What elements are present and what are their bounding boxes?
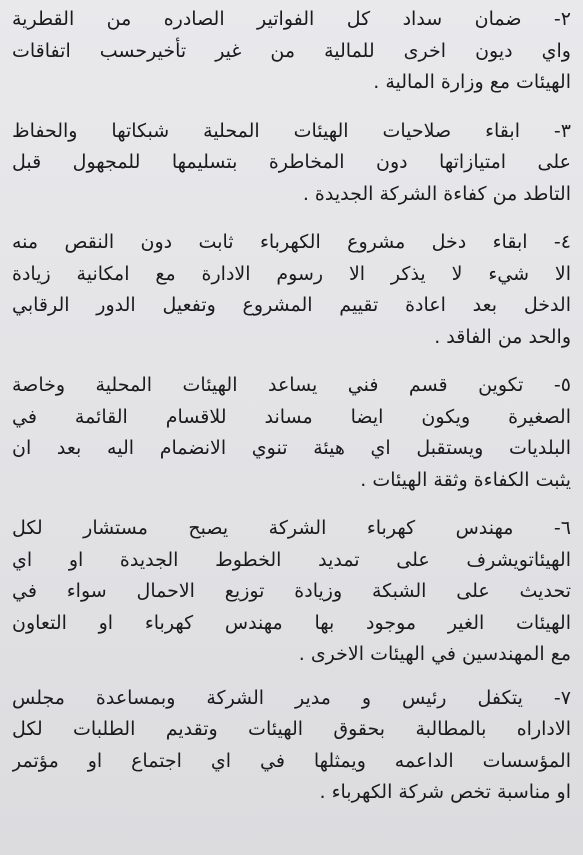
clause-spacer <box>12 353 571 370</box>
clause-line: المؤسسات الداعمه ويمثلها في اي اجتماع او مؤتمر <box>12 749 571 772</box>
clause-line: الصغيرة ويكون ايضا مساند للاقسام القائمة في <box>12 405 571 428</box>
clause-3 <box>12 116 571 211</box>
clause-line: ٦- مهندس كهرباء الشركة يصبح مستشار لكل <box>12 517 571 539</box>
clause-line: الهيئات الغير موجود بها مهندس كهرباء او التعاون <box>12 611 571 634</box>
clause-line: او مناسبة تخص شركة الكهرباء . <box>319 781 571 803</box>
clause-line: الهيئات مع وزارة المالية . <box>373 71 571 93</box>
clause-line: يثبت الكفاءة وثقة الهيئات . <box>360 468 571 491</box>
clause-line: ٤- ابقاء دخل مشروع الكهرباء ثابت دون النقص منه <box>12 231 571 253</box>
clause-7 <box>12 683 571 809</box>
clause-line: تحديث على الشبكة وزيادة توزيع الاحمال سواء في <box>12 580 571 602</box>
clause-line: الاداراه بالمطالبة بحقوق الهيئات وتقديم الطلبات لكل <box>12 718 571 740</box>
clause-line: البلديات ويستقبل اي هيئة تنوي الانضمام اليه بعد ان <box>12 437 571 459</box>
clause-spacer <box>12 99 571 116</box>
clause-spacer <box>12 496 571 513</box>
clause-line: الا شيء لا يذكر الا رسوم الادارة مع امكانية زيادة <box>12 262 571 285</box>
clause-line: مع المهندسين في الهيئات الاخرى . <box>298 643 571 665</box>
clause-line: ٣- ابقاء صلاحيات الهيئات المحلية شبكاتها والحفاظ <box>12 119 571 142</box>
clause-2 <box>12 4 571 99</box>
clause-line: الدخل بعد اعادة تقييم المشروع وتفعيل الدور الرقابي <box>12 294 571 316</box>
clause-line: ٥- تكوين قسم فني يساعد الهيئات المحلية وخاصة <box>12 374 571 396</box>
clause-line: على امتيازاتها دون المخاطرة بتسليمها للمجهول قبل <box>12 151 571 173</box>
clause-6 <box>12 513 571 671</box>
clause-spacer <box>12 671 571 683</box>
clause-4 <box>12 227 571 353</box>
clause-spacer <box>12 210 571 227</box>
clause-line: ٢- ضمان سداد كل الفواتير الصادره من القطرية <box>12 8 571 30</box>
clause-line: والحد من الفاقد . <box>434 325 571 348</box>
clause-line: واي ديون اخرى للمالية من غير تأخيرحسب اتفاقات <box>12 39 571 62</box>
clause-line: ٧- يتكفل رئيس و مدير الشركة وبمساعدة مجلس <box>12 686 571 709</box>
clause-line: الهيئاتويشرف على تمديد الخطوط الجديدة او اي <box>12 548 571 571</box>
clause-5 <box>12 370 571 496</box>
clause-line: التاطد من كفاءة الشركة الجديدة . <box>302 182 571 205</box>
